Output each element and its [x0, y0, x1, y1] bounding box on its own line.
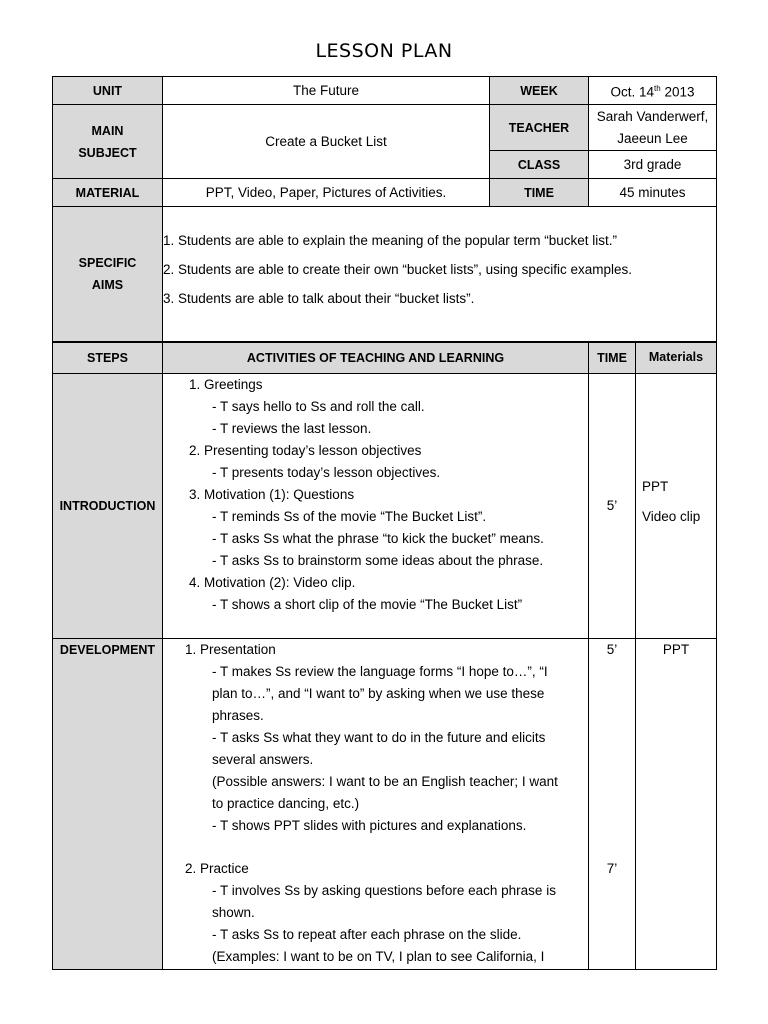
class-value: 3rd grade — [588, 150, 717, 179]
dev-line: - T asks Ss what they want to do in the future and elicits — [212, 730, 546, 745]
intro-material-video: Video clip — [642, 509, 701, 524]
time-label: TIME — [489, 178, 589, 207]
dev-line: - T shows PPT slides with pictures and explanations. — [212, 818, 527, 833]
class-label: CLASS — [489, 150, 589, 179]
teacher-name-1: Sarah Vanderwerf, — [596, 108, 709, 124]
teacher-value — [588, 104, 717, 151]
main-subject-value: Create a Bucket List — [162, 104, 490, 179]
dev-line: - T asks Ss to repeat after each phrase on the slide. — [212, 927, 522, 942]
introduction-time: 5’ — [588, 373, 636, 639]
col-steps-header: STEPS — [52, 341, 163, 374]
intro-line: 3. Motivation (1): Questions — [189, 487, 355, 502]
time-value: 45 minutes — [588, 178, 717, 207]
development-activities — [162, 638, 589, 970]
week-value — [588, 76, 717, 105]
intro-line: - T shows a short clip of the movie “The Bucket List” — [212, 597, 523, 612]
week-label: WEEK — [489, 76, 589, 105]
dev-line: 2. Practice — [185, 861, 249, 876]
aim-item-2: 2. Students are able to create their own “bucket lists”, using specific examples. — [163, 262, 632, 277]
col-materials-header: Materials — [635, 341, 717, 374]
aims-label — [52, 206, 163, 342]
introduction-materials — [635, 373, 717, 639]
dev-line: - T makes Ss review the language forms “I hope to…”, “I — [212, 664, 548, 679]
dev-line: 1. Presentation — [185, 642, 276, 657]
page-title: LESSON PLAN — [315, 40, 453, 62]
dev-line: plan to…”, and “I want to” by asking when we use these — [212, 686, 545, 701]
material-value: PPT, Video, Paper, Pictures of Activities. — [162, 178, 490, 207]
dev-line: (Possible answers: I want to be an English teacher; I want — [212, 774, 558, 789]
intro-line: - T asks Ss to brainstorm some ideas about the phrase. — [212, 553, 544, 568]
week-value-text: Oct. 14th 2013 — [610, 83, 695, 100]
dev-time-practice: 7’ — [606, 861, 618, 876]
introduction-activities — [162, 373, 589, 639]
dev-line: phrases. — [212, 708, 264, 723]
aims-label-line1: SPECIFIC — [78, 256, 137, 270]
development-time — [588, 638, 636, 970]
col-activities-header: ACTIVITIES OF TEACHING AND LEARNING — [162, 341, 589, 374]
intro-line: 1. Greetings — [189, 377, 263, 392]
material-label: MATERIAL — [52, 178, 163, 207]
dev-material-ppt: PPT — [662, 642, 690, 657]
dev-line: (Examples: I want to be on TV, I plan to see California, I — [212, 949, 545, 964]
intro-line: - T reviews the last lesson. — [212, 421, 372, 436]
unit-label: UNIT — [52, 76, 163, 105]
aim-item-3: 3. Students are able to talk about their “bucket lists”. — [163, 291, 475, 306]
intro-line: 2. Presenting today’s lesson objectives — [189, 443, 422, 458]
aim-item-1: 1. Students are able to explain the meaning of the popular term “bucket list.” — [163, 233, 618, 248]
dev-line: shown. — [212, 905, 255, 920]
development-label: DEVELOPMENT — [52, 638, 163, 970]
introduction-label: INTRODUCTION — [52, 373, 163, 639]
development-materials — [635, 638, 717, 970]
intro-line: 4. Motivation (2): Video clip. — [189, 575, 356, 590]
teacher-label: TEACHER — [489, 104, 589, 151]
main-label-line1: MAIN — [91, 123, 124, 138]
dev-line: several answers. — [212, 752, 314, 767]
dev-time-presentation: 5’ — [606, 642, 618, 657]
intro-material-ppt: PPT — [642, 479, 669, 494]
main-label-line2: SUBJECT — [78, 145, 137, 160]
dev-line: - T involves Ss by asking questions before each phrase is — [212, 883, 556, 898]
main-subject-label — [52, 104, 163, 179]
aims-label-line2: AIMS — [91, 278, 124, 292]
col-time-header: TIME — [588, 341, 636, 374]
intro-line: - T asks Ss what the phrase “to kick the bucket” means. — [212, 531, 544, 546]
intro-line: - T presents today’s lesson objectives. — [212, 465, 441, 480]
aims-content — [162, 206, 717, 342]
unit-value: The Future — [162, 76, 490, 105]
dev-line: to practice dancing, etc.) — [212, 796, 360, 811]
intro-line: - T reminds Ss of the movie “The Bucket List”. — [212, 509, 487, 524]
intro-line: - T says hello to Ss and roll the call. — [212, 399, 425, 414]
teacher-name-2: Jaeeun Lee — [617, 130, 688, 146]
